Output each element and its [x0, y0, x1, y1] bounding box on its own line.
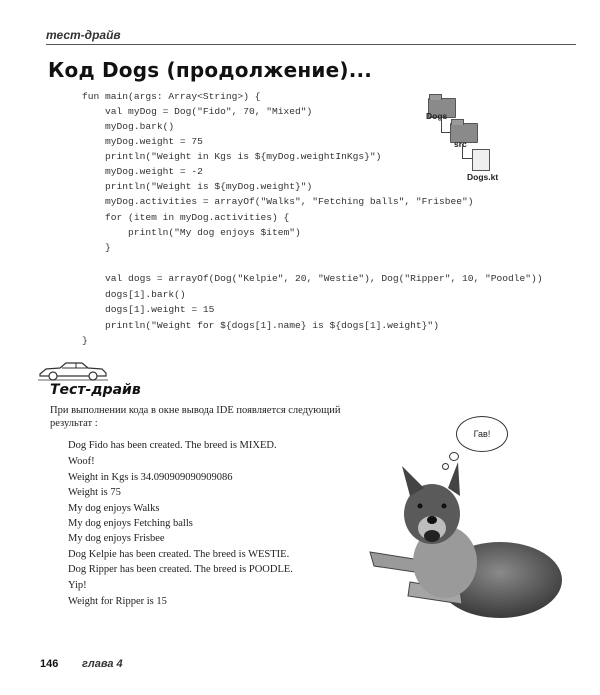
code-line: dogs[1].bark() [82, 289, 186, 300]
intro-paragraph: При выполнении кода в окне вывода IDE появляется следующий результат : [50, 405, 341, 429]
code-line: dogs[1].weight = 15 [82, 304, 215, 315]
page-number: 146 [40, 658, 59, 670]
code-line: for (item in myDog.activities) { [82, 212, 290, 223]
output-line: Dog Kelpie has been created. The breed is WESTIE. [68, 549, 290, 560]
running-header: тест-драйв [46, 28, 121, 42]
code-line: println("My dog enjoys $item") [82, 227, 301, 238]
output-line: My dog enjoys Walks [68, 503, 160, 514]
output-line: Woof! [68, 456, 95, 467]
tree-connector [441, 118, 450, 133]
output-line: My dog enjoys Fetching balls [68, 518, 193, 529]
code-line: println("Weight in Kgs is ${myDog.weightInKgs}") [82, 151, 382, 162]
code-line: myDog.activities = arrayOf("Walks", "Fetching balls", "Frisbee") [82, 196, 474, 207]
section-heading: Тест-драйв [50, 382, 141, 398]
chapter-label: глава 4 [82, 658, 123, 670]
speech-bubble-text: Гав! [473, 429, 491, 439]
output-line: Dog Fido has been created. The breed is MIXED. [68, 440, 277, 451]
code-line: } [82, 242, 111, 253]
speech-bubble [456, 416, 508, 452]
code-line: } [82, 335, 88, 346]
code-line: val myDog = Dog("Fido", 70, "Mixed") [82, 106, 313, 117]
folder-label-src: src [454, 139, 467, 149]
code-line: val dogs = arrayOf(Dog("Kelpie", 20, "Westie"), Dog("Ripper", 10, "Poodle")) [82, 273, 543, 284]
file-label-dogs-kt: Dogs.kt [467, 172, 499, 182]
header-divider [46, 44, 576, 45]
page-title: Код Dogs (продолжение)... [48, 58, 373, 82]
code-line: println("Weight for ${dogs[1].name} is ${dogs[1].weight}") [82, 320, 439, 331]
file-icon [472, 149, 490, 171]
output-line: Yip! [68, 580, 87, 591]
dog-photo [350, 462, 580, 632]
output-line: My dog enjoys Frisbee [68, 533, 165, 544]
output-line: Dog Ripper has been created. The breed is POODLE. [68, 564, 293, 575]
thought-dot [449, 452, 459, 461]
car-icon [36, 360, 110, 382]
code-line: myDog.weight = -2 [82, 166, 203, 177]
code-line: println("Weight is ${myDog.weight}") [82, 181, 313, 192]
code-line: myDog.weight = 75 [82, 136, 203, 147]
output-line: Weight for Ripper is 15 [68, 596, 167, 607]
folder-label-dogs: Dogs [426, 111, 448, 121]
code-line: myDog.bark() [82, 121, 175, 132]
code-line: fun main(args: Array<String>) { [82, 91, 261, 102]
output-line: Weight is 75 [68, 487, 121, 498]
output-line: Weight in Kgs is 34.090909090909086 [68, 472, 233, 483]
